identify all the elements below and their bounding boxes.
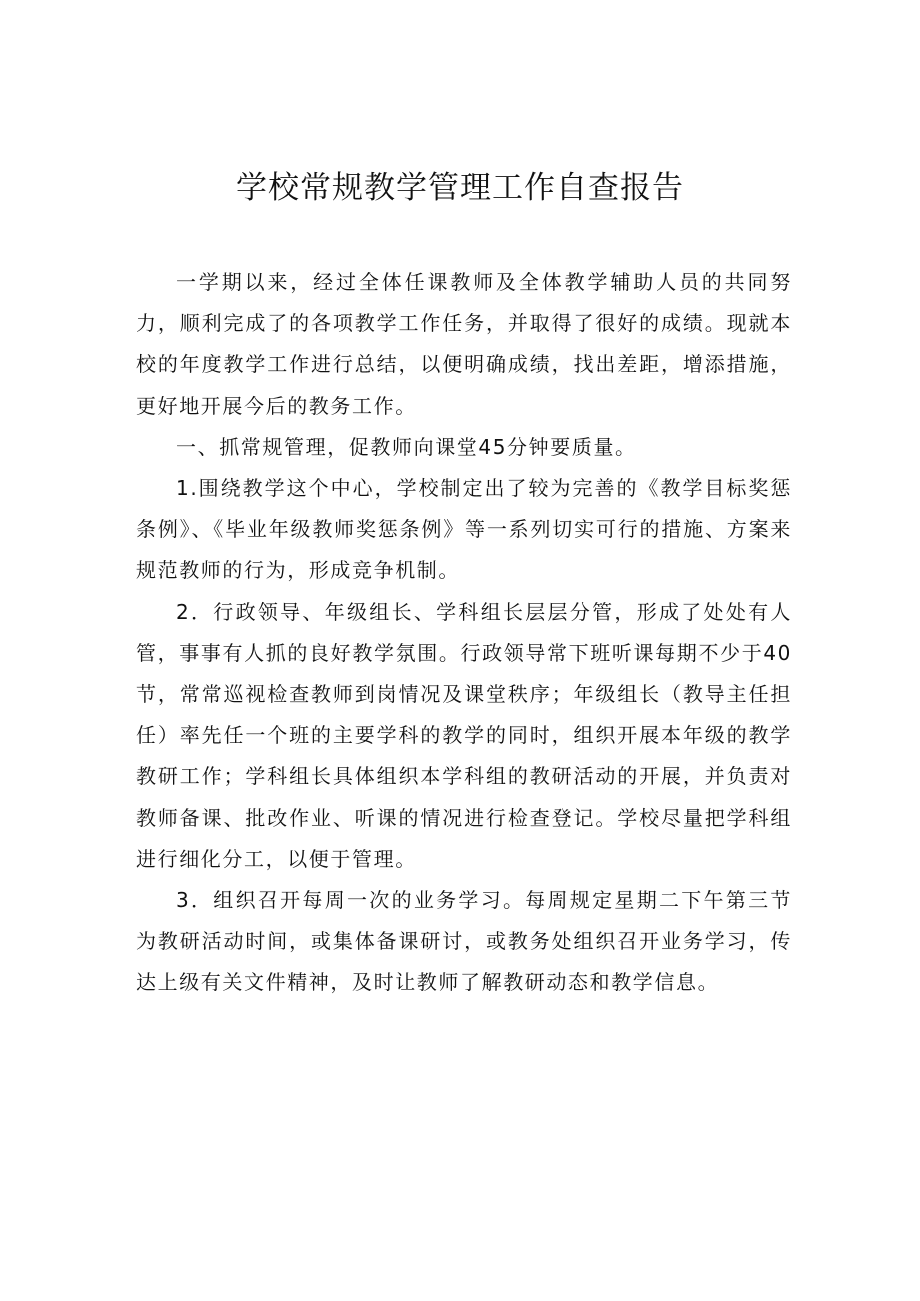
paragraph-item-1: 1.围绕教学这个中心，学校制定出了较为完善的《教学目标奖惩条例》、《毕业年级教师奖惩条例》等一系列切实可行的措施、方案来规范教师的行为，形成竞争机制。 [136,476,792,583]
paragraph-intro: 一学期以来，经过全体任课教师及全体教学辅助人员的共同努力，顺利完成了的各项教学工作任务，并取得了很好的成绩。现就本校的年度教学工作进行总结，以便明确成绩，找出差距，增添措施，更好地开展今后的教务工作。 [136,270,792,418]
document-body [136,262,792,1004]
paragraph-section-heading: 一、抓常规管理，促教师向课堂45分钟要质量。 [176,434,637,459]
paragraph-item-3: 3．组织召开每周一次的业务学习。每周规定星期二下午第三节为教研活动时间，或集体备课研讨，或教务处组织召开业务学习，传达上级有关文件精神，及时让教师了解教研动态和教学信息。 [136,888,792,995]
paragraph-item-2: 2．行政领导、年级组长、学科组长层层分管，形成了处处有人管，事事有人抓的良好教学氛围。行政领导常下班听课每期不少于40节，常常巡视检查教师到岗情况及课堂秩序；年级组长（教导主任担任）率先任一个班的主要学科的教学的同时，组织开展本年级的教学教研工作；学科组长具体组织本学科组的教研活动的开展，并负责对教师备课、批改作业、听课的情况进行检查登记。学校尽量把学科组进行细化分工，以便于管理。 [136,599,792,871]
document-title: 学校常规教学管理工作自查报告 [236,170,684,206]
